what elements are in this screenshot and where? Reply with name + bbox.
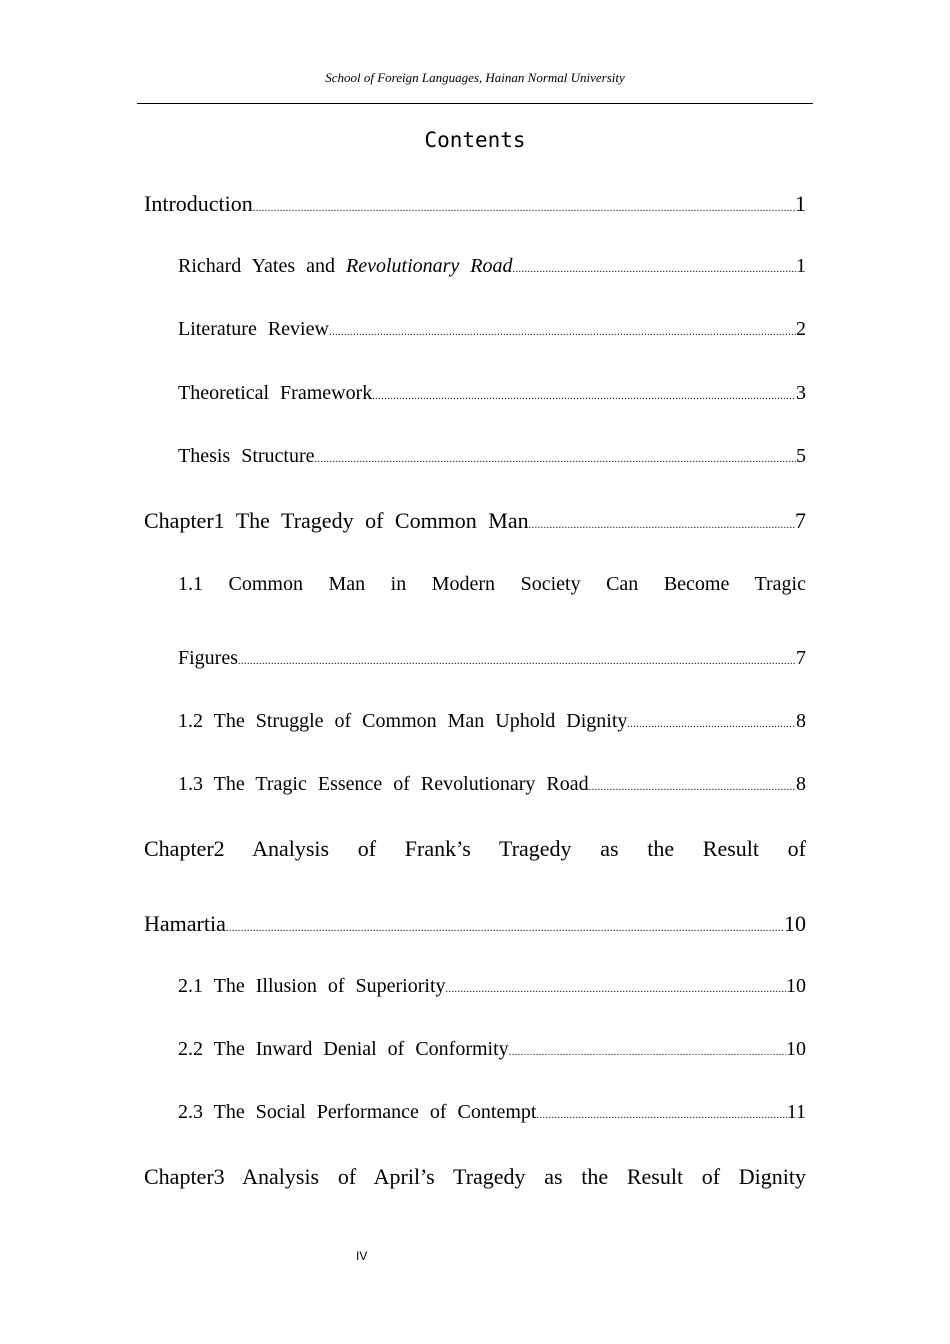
toc-entry-label: 2.1 The Illusion of Superiority bbox=[178, 975, 446, 997]
toc-leader-dots bbox=[372, 391, 796, 402]
toc-leader-dots bbox=[226, 923, 784, 934]
toc-entry-literature-review[interactable] bbox=[178, 318, 806, 341]
toc-entry-2-1[interactable] bbox=[178, 975, 806, 998]
toc-page-number: 8 bbox=[796, 773, 806, 795]
toc-entry-label: Introduction bbox=[144, 191, 253, 216]
toc-entry-label: Thesis Structure bbox=[178, 445, 315, 467]
toc-page-number: 5 bbox=[796, 445, 806, 467]
toc-entry-label: 2.2 The Inward Denial of Conformity bbox=[178, 1038, 509, 1060]
footer-page-number: IV bbox=[356, 1249, 368, 1263]
toc-leader-dots bbox=[536, 1110, 786, 1121]
toc-entry-chapter2-line1[interactable]: Chapter2 Analysis of Frank’s Tragedy as the Result of bbox=[144, 836, 806, 861]
toc-entry-label: 2.3 The Social Performance of Contempt bbox=[178, 1101, 537, 1123]
toc-entry-label: Theoretical Framework bbox=[178, 382, 373, 404]
toc-entry-chapter2-line2[interactable] bbox=[144, 911, 806, 937]
toc-entry-2-3[interactable] bbox=[178, 1101, 806, 1124]
toc-leader-dots bbox=[253, 203, 795, 214]
toc-page-number: 10 bbox=[786, 1038, 806, 1060]
toc-entry-label: Hamartia bbox=[144, 911, 226, 936]
toc-leader-dots bbox=[315, 454, 796, 465]
toc-entry-label: 1.3 The Tragic Essence of Revolutionary Road bbox=[178, 773, 589, 795]
toc-entry-1-1-line1[interactable]: 1.1 Common Man in Modern Society Can Become Tragic bbox=[178, 573, 806, 595]
toc-leader-dots bbox=[238, 656, 796, 667]
toc-entry-label: Figures bbox=[178, 647, 238, 669]
toc-entry-introduction[interactable] bbox=[144, 191, 806, 217]
toc-page-number: 8 bbox=[796, 710, 806, 732]
toc-page-number: 7 bbox=[796, 647, 806, 669]
toc-page-number: 1 bbox=[796, 255, 806, 277]
toc-leader-dots bbox=[513, 264, 796, 275]
toc-entry-label-prefix: Richard Yates and bbox=[178, 255, 346, 277]
toc-entry-2-2[interactable] bbox=[178, 1038, 806, 1061]
toc-page-number: 1 bbox=[795, 191, 806, 216]
toc-entry-1-1-line2[interactable] bbox=[178, 647, 806, 670]
toc-entry-1-2[interactable] bbox=[178, 710, 806, 733]
toc-entry-label: Literature Review bbox=[178, 318, 329, 340]
toc-leader-dots bbox=[529, 520, 795, 531]
toc-entry-label-italic: Revolutionary Road bbox=[345, 255, 513, 277]
toc-entry-label: 1.2 The Struggle of Common Man Uphold Dignity bbox=[178, 710, 628, 732]
toc-entry-chapter1[interactable] bbox=[144, 508, 806, 534]
header-rule bbox=[137, 103, 813, 104]
page-title: Contents bbox=[424, 128, 526, 152]
toc-leader-dots bbox=[329, 327, 796, 338]
toc-page-number: 3 bbox=[796, 382, 806, 404]
running-header: School of Foreign Languages, Hainan Normal University bbox=[325, 70, 625, 85]
toc-page-number: 11 bbox=[786, 1101, 806, 1123]
toc-leader-dots bbox=[589, 782, 796, 793]
toc-leader-dots bbox=[446, 984, 787, 995]
toc-entry-theoretical-framework[interactable] bbox=[178, 382, 806, 405]
toc-page-number: 10 bbox=[784, 911, 806, 936]
toc-leader-dots bbox=[509, 1047, 786, 1058]
toc-entry-label bbox=[178, 255, 513, 278]
toc-entry-richard-yates[interactable] bbox=[178, 255, 806, 278]
toc-page-number: 7 bbox=[795, 508, 806, 533]
toc-entry-label: Chapter1 The Tragedy of Common Man bbox=[144, 508, 529, 533]
toc-page-number: 2 bbox=[796, 318, 806, 340]
toc-entry-chapter3-line1[interactable]: Chapter3 Analysis of April’s Tragedy as the Result of Dignity bbox=[144, 1164, 806, 1189]
toc-entry-thesis-structure[interactable] bbox=[178, 445, 806, 468]
toc-leader-dots bbox=[627, 719, 796, 730]
toc-entry-1-3[interactable] bbox=[178, 773, 806, 796]
toc-page-number: 10 bbox=[786, 975, 806, 997]
